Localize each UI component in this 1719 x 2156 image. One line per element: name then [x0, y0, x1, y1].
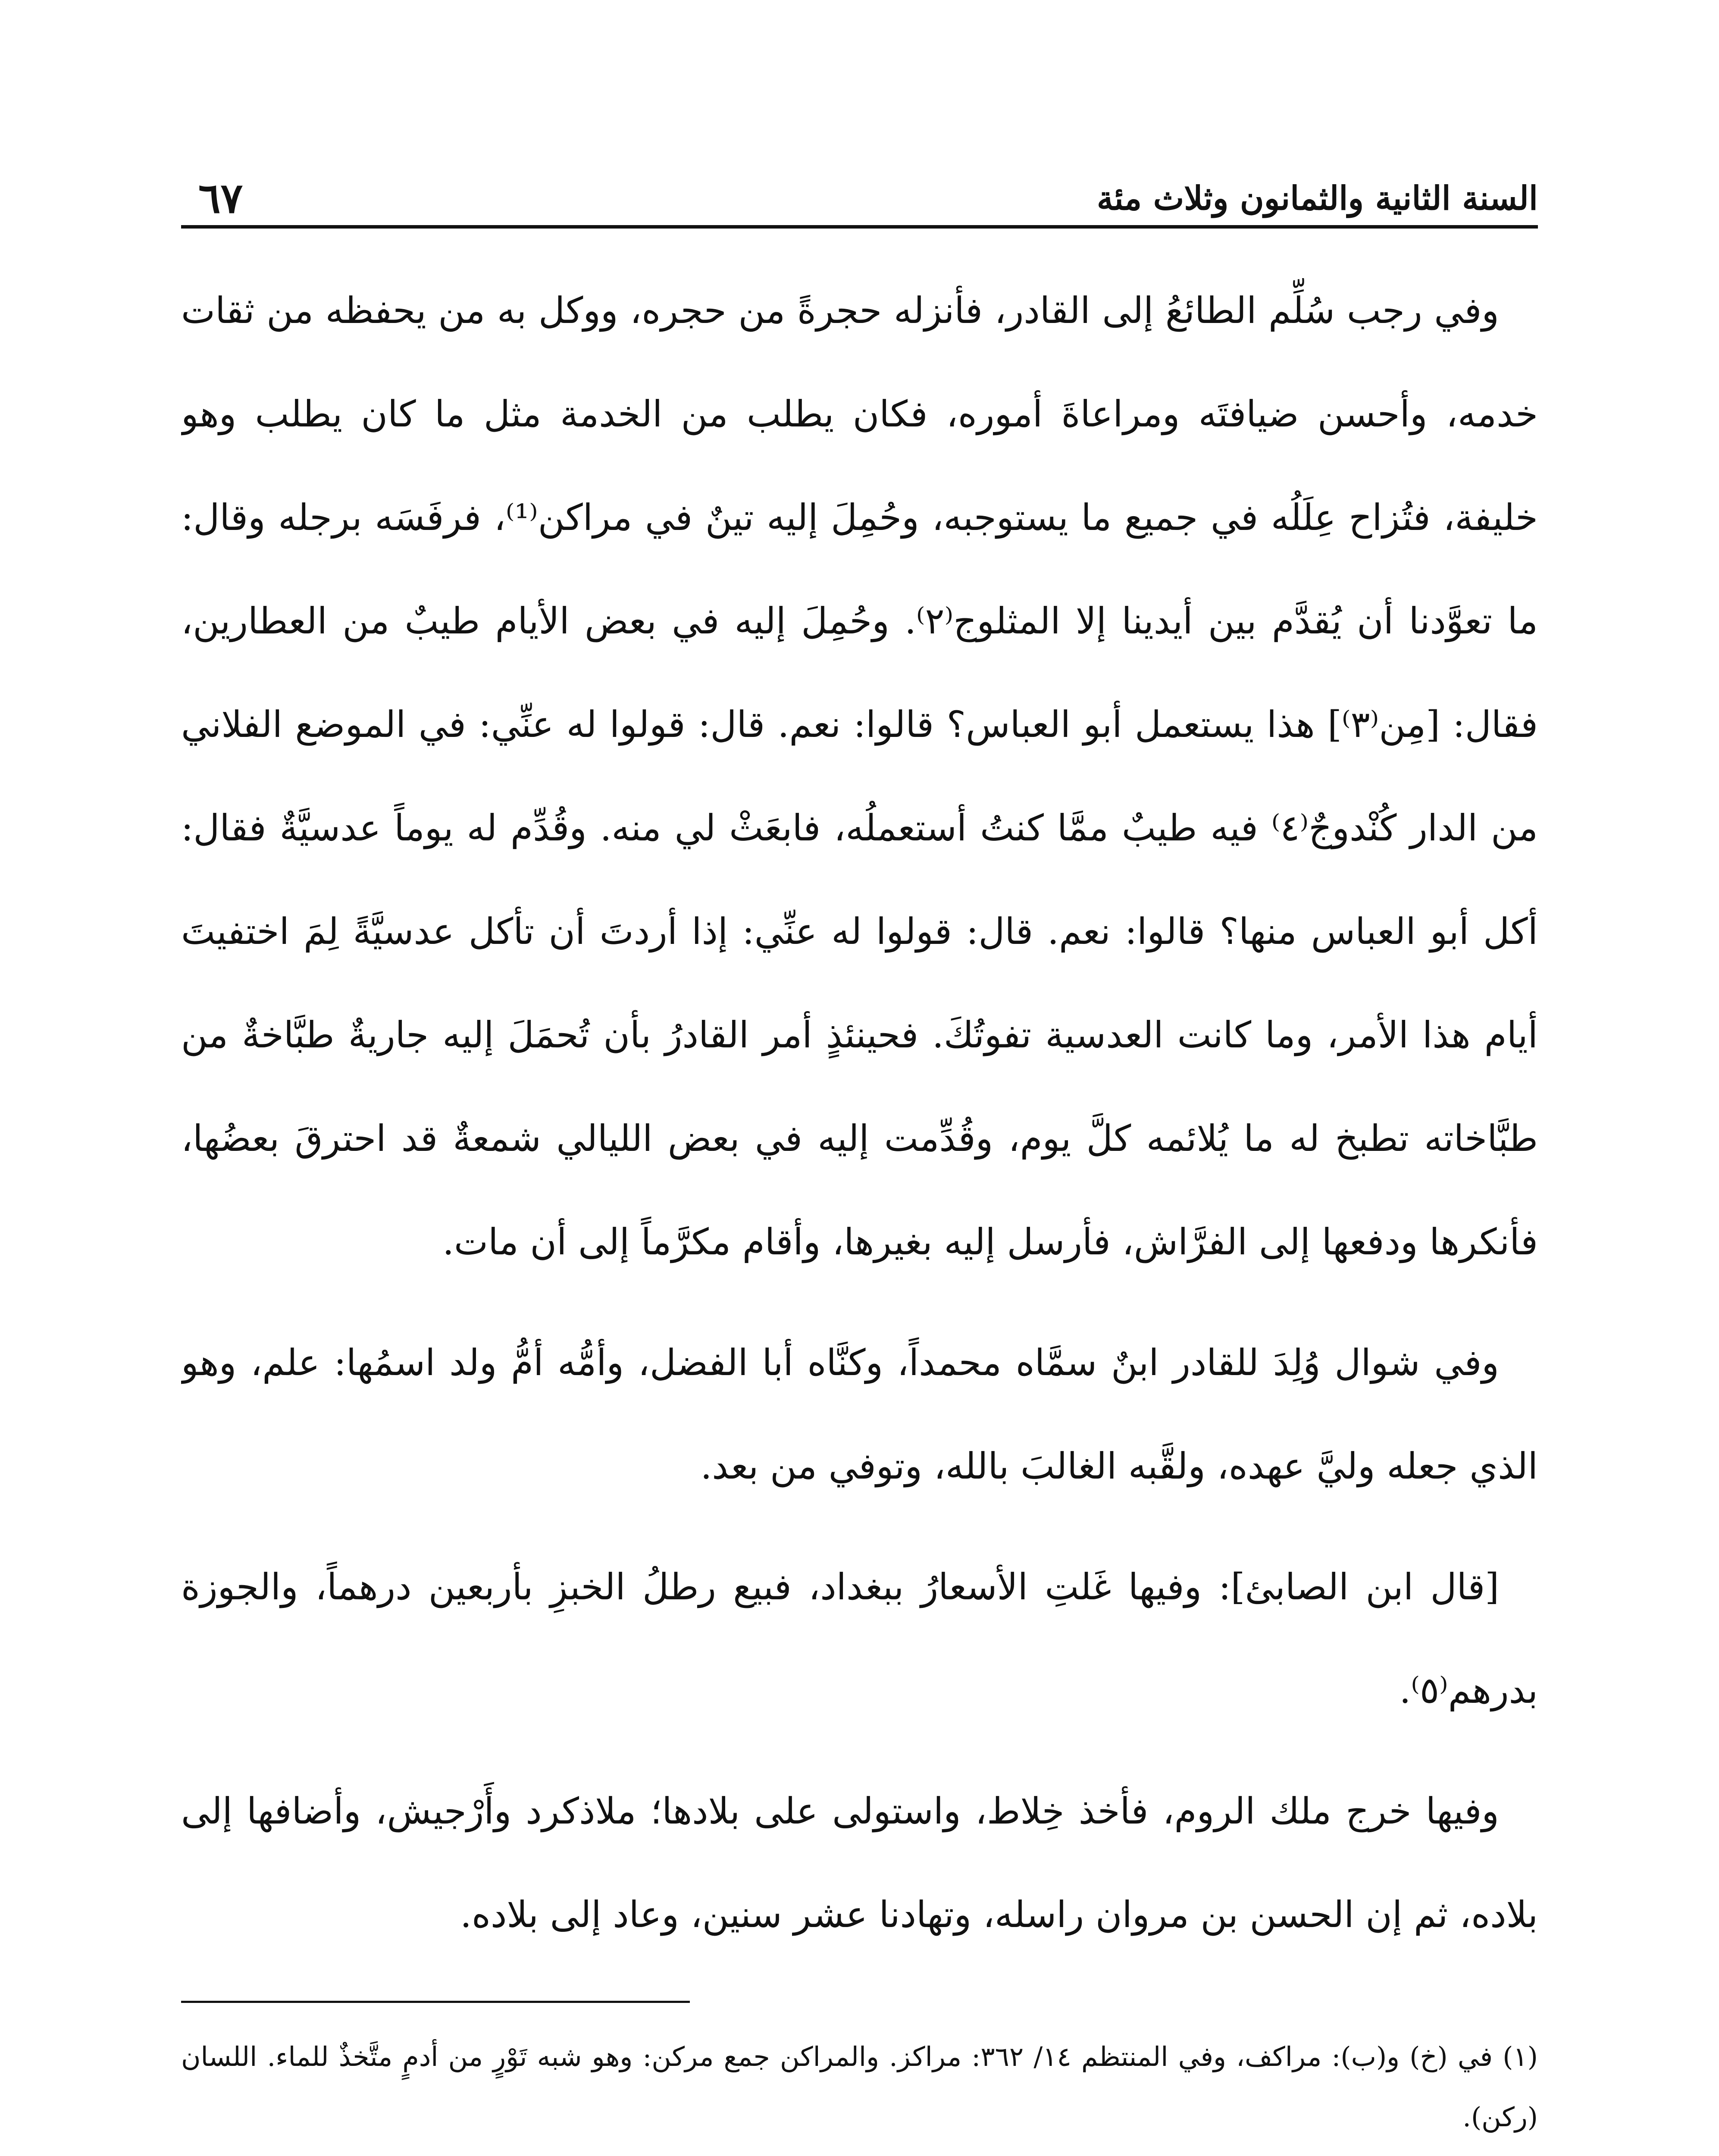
- paragraph-birth-of-son: وفي شوال وُلِدَ للقادر ابنٌ سمَّاه محمداً، وكنَّاه أبا الفضل، وأمُّه أمُّ ولد اسمُها: علم، وهو الذي جعله وليَّ عهده، ولقَّبه الغالبَ بالله، وتوفي من بعد.: [181, 1341, 1538, 1487]
- paragraph-prices-baghdad: [قال ابن الصابئ]: وفيها غَلتِ الأسعارُ ببغداد، فبيع رطلُ الخبزِ بأربعين درهماً، والجوزة بدرهم⁽٥⁾.: [181, 1566, 1538, 1711]
- running-title: السنة الثانية والثمانون وثلاث مئة: [1096, 179, 1538, 217]
- header-rule: [181, 225, 1538, 229]
- paragraph-taai-custody: وفي رجب سُلِّم الطائعُ إلى القادر، فأنزله حجرةً من حجره، ووكل به من يحفظه من ثقات خدمه، وأحسن ضيافتَه ومراعاةَ أموره، فكان يطلب من الخدمة مثل ما كان يطلب وهو خليفة، فتُزاح عِلَلُه في جميع ما يستوجبه، وحُمِلَ إليه تينٌ في مراكن⁽¹⁾، فرفَسَه برجله وقال: ما تعوَّدنا أن يُقدَّم بين أيدينا إلا المثلوج⁽٢⁾. وحُمِلَ إليه في بعض الأيام طيبٌ من العطارين، فقال: [مِن⁽٣⁾] هذا يستعمل أبو العباس؟ قالوا: نعم. قال: قولوا له عنِّي: في الموضع الفلاني من الدار كُنْدوجٌ⁽٤⁾ فيه طيبٌ ممَّا كنتُ أستعملُه، فابعَثْ لي منه. وقُدِّم له يوماً عدسيَّةٌ فقال: أكل أبو العباس منها؟ قالوا: نعم. قال: قولوا له عنِّي: إذا أردتَ أن تأكل عدسيَّةً لِمَ اختفيتَ أيام هذا الأمر، وما كانت العدسية تفوتُكَ. فحينئذٍ أمر القادرُ بأن تُحمَلَ إليه جاريةٌ طبَّاخةٌ من طبَّاخاته تطبخ له ما يُلائمه كلَّ يوم، وقُدِّمت إليه في بعض الليالي شمعةٌ قد احترقَ بعضُها، فأنكرها ودفعها إلى الفرَّاش، فأرسل إليه بغيرها، وأقام مكرَّماً إلى أن مات.: [181, 289, 1538, 1263]
- main-text: [181, 259, 1538, 1962]
- page-number: ٦٧: [198, 174, 243, 222]
- page-header: [181, 125, 1538, 229]
- footnotes: [181, 2027, 1538, 2156]
- footnote-1: (١) في (خ) و(ب): مراكف، وفي المنتظم ١٤/ ٣٦٢: مراكز. والمراكن جمع مركن: وهو شبه تَوْرٍ من أدمٍ متَّخذٌ للماء. اللسان (ركن).: [181, 2041, 1538, 2133]
- footnote-2: [181, 2152, 1538, 2156]
- footnote-separator: [181, 2001, 690, 2003]
- paragraph-byzantine-king: وفيها خرج ملك الروم، فأخذ خِلاط، واستولى على بلادها؛ ملاذكرد وأَرْجيش، وأضافها إلى بلاده، ثم إن الحسن بن مروان راسله، وتهادنا عشر سنين، وعاد إلى بلاده.: [181, 1790, 1538, 1936]
